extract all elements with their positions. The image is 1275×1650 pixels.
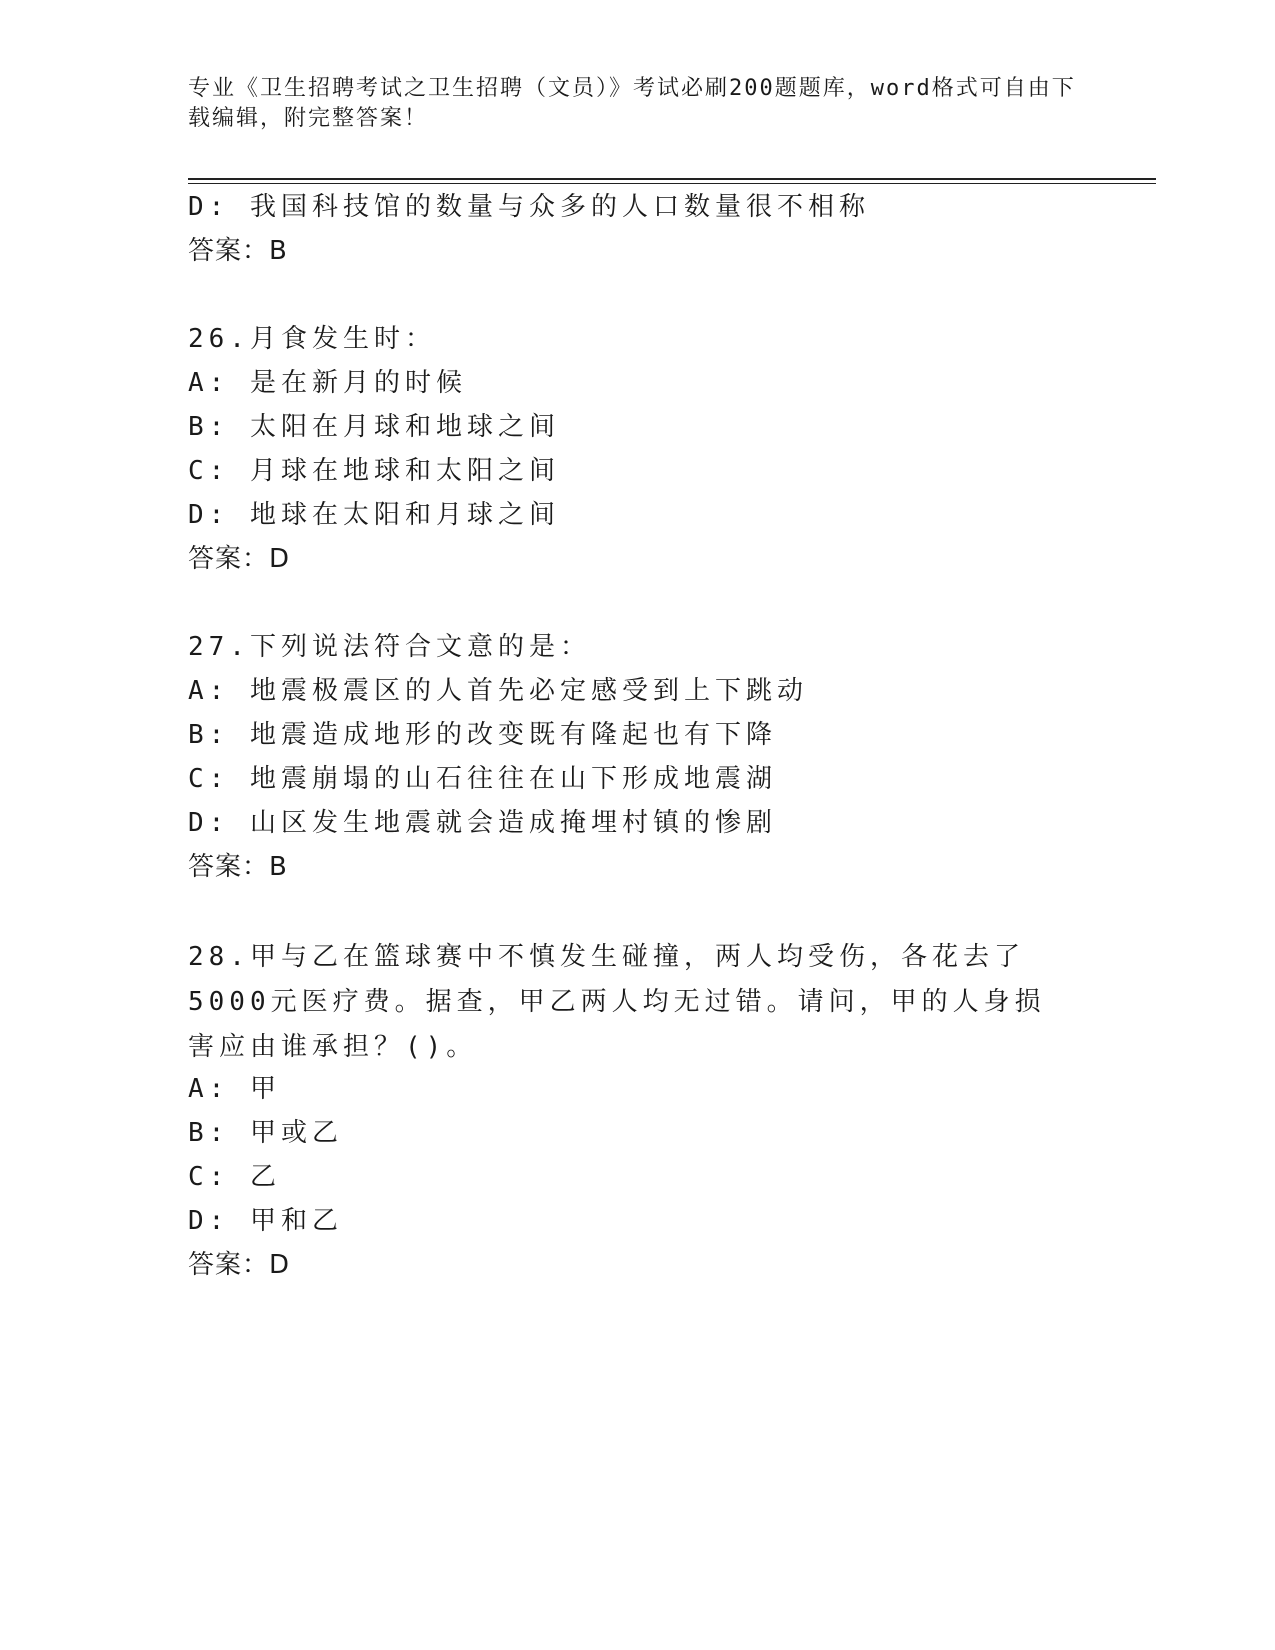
q27-option-a: A: 地震极震区的人首先必定感受到上下跳动 (188, 676, 808, 706)
q27-stem: 27.下列说法符合文意的是： (188, 632, 591, 662)
q25-option-d: D: 我国科技馆的数量与众多的人口数量很不相称 (188, 192, 870, 222)
q28-option-a: A: 甲 (188, 1074, 281, 1104)
q28-option-c: C: 乙 (188, 1162, 281, 1192)
header-rule-thin (188, 183, 1156, 184)
q27-option-d: D: 山区发生地震就会造成掩埋村镇的惨剧 (188, 808, 777, 838)
header-rule-thick (188, 178, 1156, 180)
q28-option-b: B: 甲或乙 (188, 1118, 343, 1148)
q26-stem: 26.月食发生时： (188, 324, 436, 354)
q25-answer: 答案：B (188, 236, 288, 266)
q27-option-c: C: 地震崩塌的山石往往在山下形成地震湖 (188, 764, 777, 794)
q28-stem: 28.甲与乙在篮球赛中不慎发生碰撞，两人均受伤，各花去了5000元医疗费。据查，甲乙两人均无过错。请问，甲的人身损害应由谁承担？()。 (188, 942, 1046, 1062)
q26-answer: 答案：D (188, 544, 291, 574)
q27-option-b: B: 地震造成地形的改变既有隆起也有下降 (188, 720, 777, 750)
q26-option-c: C: 月球在地球和太阳之间 (188, 456, 560, 486)
q27-answer: 答案：B (188, 852, 288, 882)
q26-option-d: D: 地球在太阳和月球之间 (188, 500, 560, 530)
document-header: 专业《卫生招聘考试之卫生招聘（文员）》考试必刷200题题库，word格式可自由下载编辑，附完整答案！ (188, 76, 1076, 131)
q28-answer: 答案：D (188, 1250, 291, 1280)
q26-option-b: B: 太阳在月球和地球之间 (188, 412, 560, 442)
q26-option-a: A: 是在新月的时候 (188, 368, 467, 398)
q28-option-d: D: 甲和乙 (188, 1206, 343, 1236)
